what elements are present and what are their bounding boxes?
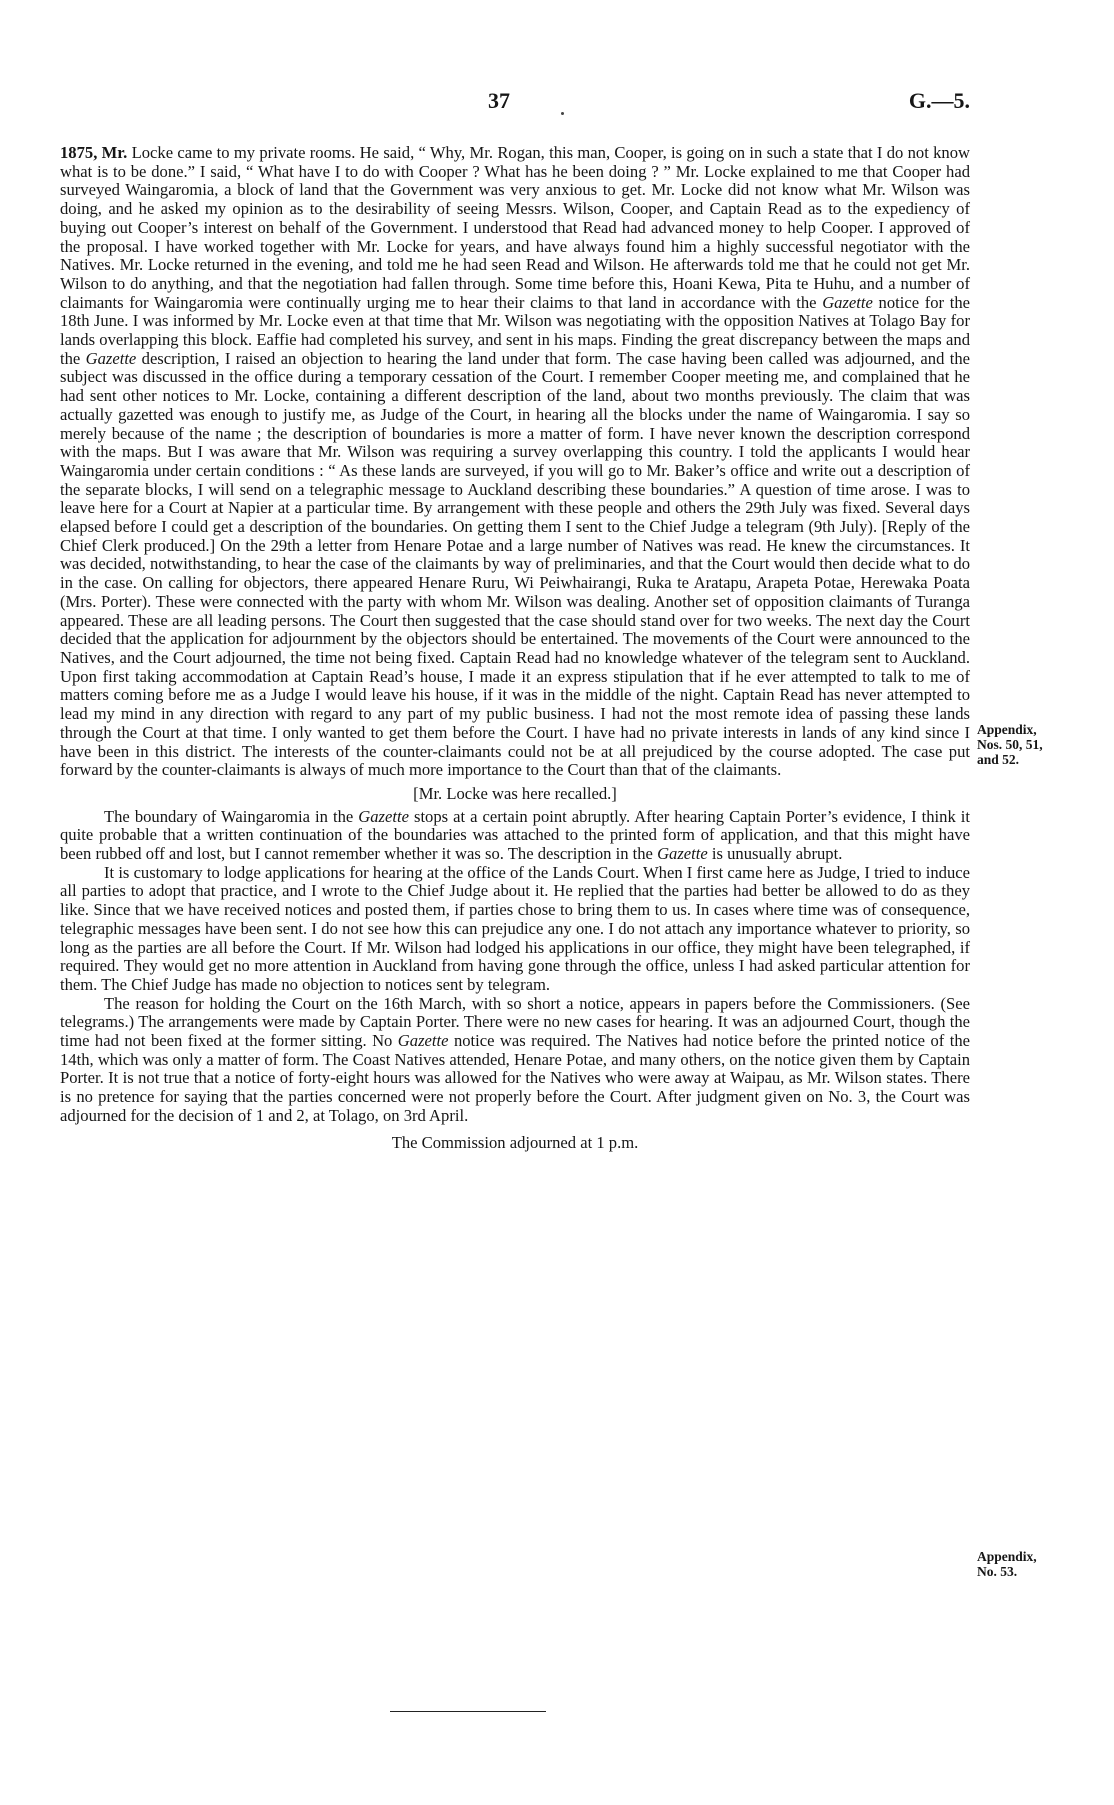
text-run: Locke came to my private rooms. He said, “ Why, Mr. Rogan, this man, Cooper, is going on in such a state that I do not know what is to be done.” I said, “ What have I to do with Cooper ? What has he been doing ? ” Mr. Locke explained to me that Cooper had surveyed Waingaromia, a block of land that the Government was very anxious to get. Mr. Locke did not know what Mr. Wilson was doing, and he asked my opinion as to the desirability of seeing Messrs. Wilson, Cooper, and Captain Read as to the expediency of buying out Cooper’s interest on behalf of the Government. I understood that Read had advanced money to help Cooper. I approved of the proposal. I have worked together with Mr. Locke for years, and have always found him a highly successful negotiator with the Natives. Mr. Locke returned in the evening, and told me he had seen Read and Wilson. He afterwards told me that he could not get Mr. Wilson to do anything, and that the negotiation had fallen through. Some time before this, Hoani Kewa, Pita te Huhu, and a number of claimants for Waingaromia were continually urging me to hear their claims to that land in accordance with the: [60, 143, 970, 312]
closing-rule: [390, 1711, 546, 1712]
margin-note-appendix-53: [977, 1549, 1087, 1579]
paragraph-applications: [60, 864, 970, 995]
page-number: 37: [488, 88, 510, 113]
text-run: notice for the 18th June. I was informed by Mr. Locke even at that time that Mr. Wilson was negotiating with the opposition Natives at Tolago Bay for lands overlapping this block. Eaffie had completed his survey, and sent in his maps. Finding the great discrepancy between the maps and the: [60, 292, 970, 368]
bracket-note: [Mr. Locke was here recalled.]: [413, 783, 617, 803]
text-run: The reason for holding the Court on the 16th March, with so short a notice, appears in papers before the Commissioners. (See telegrams.) The arrangements were made by Captain Porter. There were no new cases for hearing. It was an adjourned Court, though the time had not been fixed at the former sitting. No: [60, 993, 970, 1051]
text-run: notice was required. The Natives had notice before the printed notice of the 14th, which was only a matter of form. The Coast Natives attended, Henare Potae, and many others, on the notice given them by Captain Porter. It is not true that a notice of forty-eight hours was allowed for the Natives who were away at Waipau, as Mr. Wilson states. There is no pretence for saying that the parties concerned were not properly before the Court. After judgment given on No. 3, the Court was adjourned for the decision of 1 and 2, at Tolago, on 3rd April.: [60, 1031, 970, 1125]
text-run: stops at a certain point abruptly. After hearing Captain Porter’s evidence, I think it quite probable that a written continuation of the boundaries was attached to the printed form of application, and that this might have been rubbed off and lost, but I cannot remember whether it was so. The description in the: [60, 806, 970, 864]
paragraph-lead: 1875, Mr.: [60, 143, 128, 162]
margin-note-appendix-50: [977, 722, 1087, 767]
margin-note-line: No. 53.: [977, 1564, 1018, 1579]
italic-term: Gazette: [657, 844, 708, 864]
margin-note-line: Nos. 50, 51,: [977, 737, 1043, 752]
text-run: The boundary of Waingaromia in the: [104, 806, 359, 826]
printer-mark: [561, 112, 564, 115]
paragraph-testimony: [60, 144, 970, 780]
margin-note-line: Appendix,: [977, 722, 1037, 737]
text-run: It is customary to lodge applications for hearing at the office of the Lands Court. When I first came here as Judge, I tried to induce all parties to adopt that practice, and I wrote to the Chief Judge about it. He replied that the parties had better be allowed to do as they like. Since that we have received notices and posted them, if parties chose to bring them to us. In cases where time was of consequence, telegraphic messages have been sent. I do not see how this can prejudice any one. I do not attach any importance whatever to priority, so long as the parties are all before the Court. If Mr. Wilson had lodged his applications in our office, they might have been telegraphed, if required. They would get no more attention in Auckland from having gone through the office, unless I had asked particular attention for them. The Chief Judge has made no objection to notices sent by telegram.: [60, 862, 970, 994]
margin-note-line: Appendix,: [977, 1549, 1037, 1564]
margin-note-line: and 52.: [977, 752, 1020, 767]
paragraph-court-reason: [60, 995, 970, 1126]
closing-line: The Commission adjourned at 1 p.m.: [391, 1132, 639, 1152]
body-text: [60, 144, 970, 1156]
italic-term: Gazette: [822, 292, 873, 312]
italic-term: Gazette: [85, 348, 137, 368]
italic-term: Gazette: [358, 806, 409, 826]
text-run: is unusually abrupt.: [707, 844, 843, 864]
text-run: description, I raised an objection to hearing the land under that form. The case having been called was adjourned, and the subject was discussed in the office during a temporary cessation of the Court. I remember Cooper meeting me, and complained that he had sent other notices to Mr. Locke, containing a different description of the land, about two months previously. The claim that was actually gazetted was enough to justify me, as Judge of the Court, in hearing all the blocks under the name of Waingaromia. I say so merely because of the name ; the description of boundaries is more a matter of form. I have never known the description correspond with the maps. But I was aware that Mr. Wilson was requiring a survey overlapping this country. I told the applicants I would hear Waingaromia under certain conditions : “ As these lands are surveyed, if you will go to Mr. Baker’s office and write out a description of the separate blocks, I will send on a telegraphic message to Auckland describing these boundaries.” A question of time arose. I was to leave here for a Court at Napier at a particular time. By arrangement with these people and others the 29th July was fixed. Several days elapsed before I could get a description of the boundaries. On getting them I sent to the Chief Judge a telegram (9th July). [Reply of the Chief Clerk produced.] On the 29th a letter from Henare Potae and a large number of Natives was read. He knew the circumstances. It was decided, notwithstanding, to hear the case of the claimants by way of preliminaries, and that the Court would then decide what to do in the case. On calling for objectors, there appeared Henare Ruru, Wi Peiwhairangi, Ruka te Aratapu, Arapeta Potae, Herewaka Poata (Mrs. Porter). These were connected with the party with whom Mr. Wilson was dealing. Another set of opposition claimants of Turanga appeared. These are all leading persons. The Court then suggested that the case should stand over for two weeks. The next day the Court decided that the application for adjournment by the objectors should be entertained. The movements of the Court were announced to the Natives, and the Court adjourned, the time not being fixed. Captain Read had no knowledge whatever of the telegram sent to Auckland. Upon first taking accommodation at Captain Read’s house, I made it an express stipulation that if he ever attempted to talk to me of matters coming before me as a Judge I would leave his house, if it was in the middle of the night. Captain Read has never attempted to lead my mind in any direction with regard to any part of my public business. I had not the most remote idea of passing these lands through the Court at that time. I only wanted to get them before the Court. I have had no private interests in lands of any kind since I have been in this district. The interests of the counter-claimants could not be at all prejudiced by the course adopted. The case put forward by the counter-claimants is always of much more importance to the Court than that of the claimants.: [60, 348, 970, 780]
page-header: [0, 88, 1114, 118]
paragraph-gazette-boundary: [60, 808, 970, 864]
italic-term: Gazette: [397, 1031, 449, 1051]
document-reference: G.—5.: [908, 88, 970, 113]
